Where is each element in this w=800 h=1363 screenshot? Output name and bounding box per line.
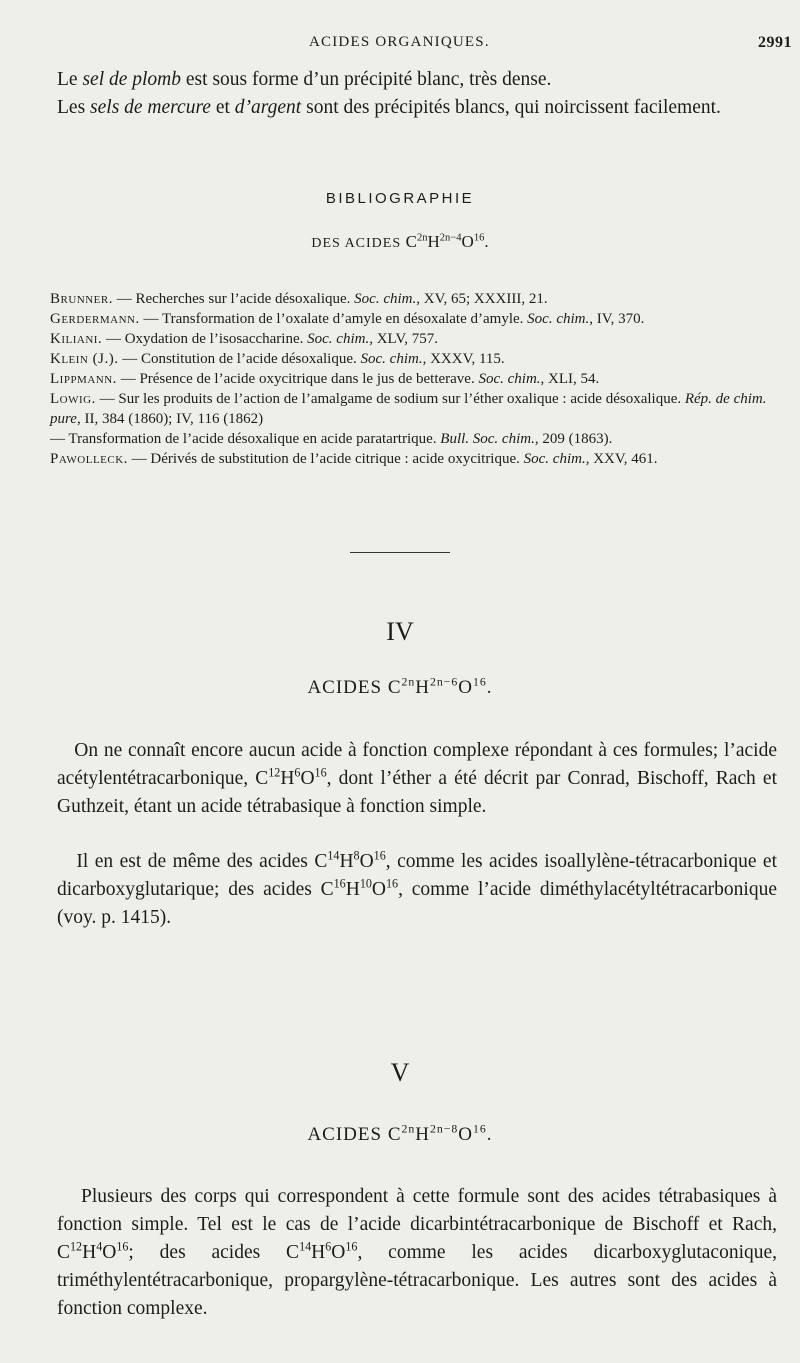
section-divider [350, 552, 450, 553]
reference-item: Lippmann. — Présence de l’acide oxycitrique dans le jus de betterave. Soc. chim., XLI, 54. [50, 371, 600, 387]
section-iv-paragraph-2: Il en est de même des acides $C^{14}H^8O^{16}$, comme les acides isoallylène-tétracarbonique et dicarboxyglutarique; des acides $C^{16}H^{10}O^{16}$, comme l’acide diméthylacétyltétracarbonique (voy. p. 1415). [57, 848, 778, 928]
reference-item: Pawolleck. — Dérivés de substitution de l’acide citrique : acide oxycitrique. Soc. chim., XXV, 461. [50, 451, 658, 467]
intro-paragraphs [57, 66, 777, 122]
page-number: 2991 [758, 34, 792, 51]
section-v-paragraph: Plusieurs des corps qui correspondent à cette formule sont des acides tétrabasiques à fonction simple. Tel est le cas de l’acide dicarbintétracarbonique de Bischoff et Rach, $C^{12}H^4O^{16}$; des acides $C^{14}H^6O^{16}$, comme les acides dicarboxyglutaconique, triméthylentétracarbonique, propargylène-tétracarbonique. Les autres sont des acides à fonction complexe. [57, 1186, 778, 1319]
running-header [0, 34, 800, 58]
running-title: ACIDES ORGANIQUES. [309, 34, 490, 50]
formula: $C^{2n}H^{2n-6}O^{16}$. [387, 675, 493, 698]
reference-item: — Transformation de l’acide désoxalique en acide paratartrique. Bull. Soc. chim., 209 (1863). [50, 431, 613, 447]
formula: $C^{2n}H^{2n-8}O^{16}$. [387, 1122, 493, 1145]
section-iv-paragraph-1: On ne connaît encore aucun acide à fonction complexe répondant à ces formules; l’acide acétylentétracarbonique, $C^{12}H^6O^{16}$, dont l’éther a été décrit par Conrad, Bischoff, Rach et Guthzeit, étant un acide tétrabasique à fonction simple. [57, 740, 778, 817]
bibliography-heading: BIBLIOGRAPHIE [325, 190, 475, 207]
intro-line-mercure: Les sels de mercure et d’argent sont des précipités blancs, qui noircissent facilement. [57, 97, 721, 118]
section-title-iv: ACIDES $C^{2n}H^{2n-6}O^{16}$. [307, 675, 493, 698]
reference-item: Kiliani. — Oxydation de l’isosaccharine. Soc. chim., XLV, 757. [50, 331, 438, 347]
intro-line-plomb: Le sel de plomb est sous forme d’un précipité blanc, très dense. [57, 69, 552, 90]
bibliography-subheading: DES ACIDES $C^{2n}H^{2n-4}O^{16}$. [311, 232, 489, 251]
reference-item: Gerdermann. — Transformation de l’oxalate d’amyle en désoxalate d’amyle. Soc. chim., IV, 370. [50, 311, 645, 327]
reference-item: Brunner. — Recherches sur l’acide désoxalique. Soc. chim., XV, 65; XXXIII, 21. [50, 291, 548, 307]
formula: $C^{2n}H^{2n-4}O^{16}$. [405, 232, 489, 251]
section-number-v: V [390, 1058, 410, 1087]
section-number-iv: IV [386, 617, 414, 646]
reference-item: Klein (J.). — Constitution de l’acide désoxalique. Soc. chim., XXXV, 115. [50, 351, 505, 367]
reference-list [50, 289, 790, 469]
reference-item: Lowig. — Sur les produits de l’action de l’amalgame de sodium sur l’éther oxalique : acide désoxalique. Rép. de chim. pure, II, 384 (1860); IV, 116 (1862) [50, 391, 767, 427]
section-title-v: ACIDES $C^{2n}H^{2n-8}O^{16}$. [307, 1122, 493, 1145]
